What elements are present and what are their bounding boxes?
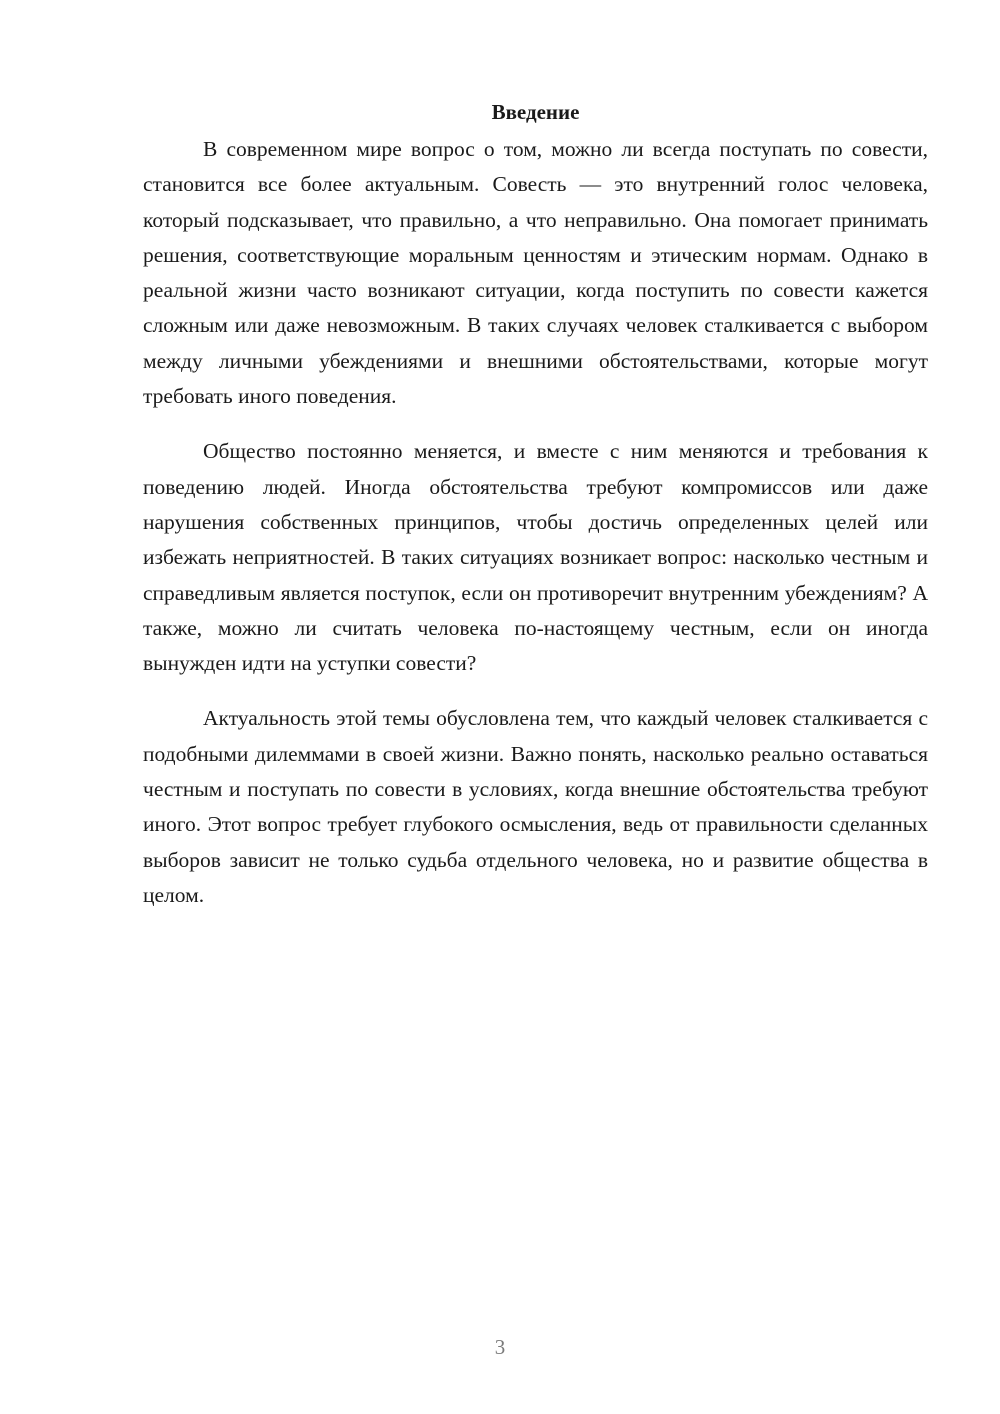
page-content bbox=[143, 95, 928, 933]
paragraph-1: В современном мире вопрос о том, можно ли всегда поступать по совести, становится все более актуальным. Совесть — это внутренний голос человека, который подсказывает, что правильно, а что неправильно. Она помогает принимать решения, соответствующие моральным ценностям и этическим нормам. Однако в реальной жизни часто возникают ситуации, когда поступить по совести кажется сложным или даже невозможным. В таких случаях человек сталкивается с выбором между личными убеждениями и внешними обстоятельствами, которые могут требовать иного поведения. bbox=[143, 137, 928, 409]
section-title: Введение bbox=[491, 100, 580, 124]
paragraph-2: Общество постоянно меняется, и вместе с ним меняются и требования к поведению людей. Иногда обстоятельства требуют компромиссов или даже нарушения собственных принципов, чтобы достичь определенных целей или избежать неприятностей. В таких ситуациях возникает вопрос: насколько честным и справедливым является поступок, если он противоречит внутренним убеждениям? А также, можно ли считать человека по-настоящему честным, если он иногда вынужден идти на уступки совести? bbox=[143, 439, 928, 676]
page-number: 3 bbox=[494, 1335, 506, 1359]
paragraph-3: Актуальность этой темы обусловлена тем, что каждый человек сталкивается с подобными дилеммами в своей жизни. Важно понять, насколько реально оставаться честным и поступать по совести в условиях, когда внешние обстоятельства требуют иного. Этот вопрос требует глубокого осмысления, ведь от правильности сделанных выборов зависит не только судьба отдельного человека, но и развитие общества в целом. bbox=[143, 706, 928, 907]
